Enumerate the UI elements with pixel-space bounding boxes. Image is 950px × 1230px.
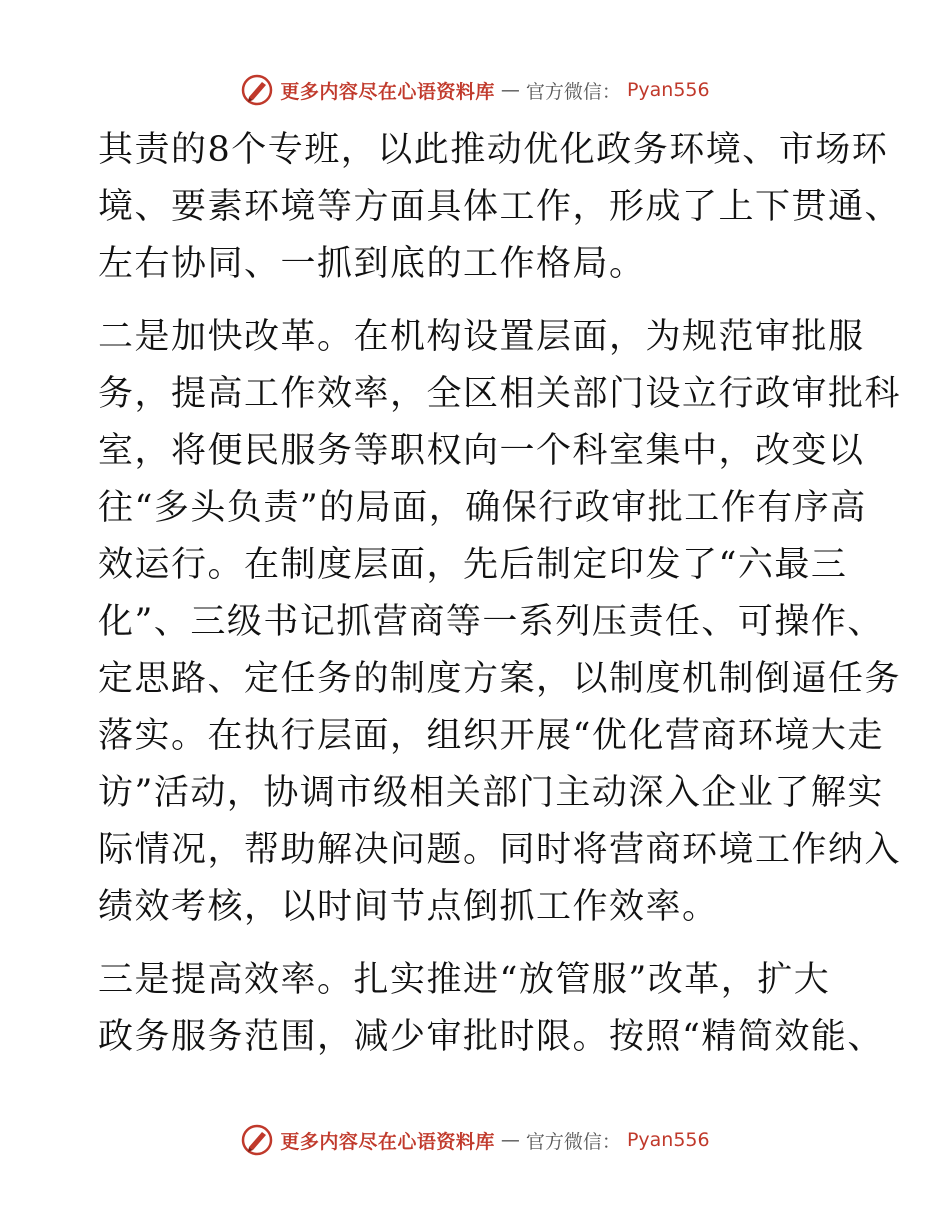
banner-wechat-label: 官方微信： [525, 80, 621, 103]
header-banner [0, 70, 950, 110]
text-line: 定思路、定任务的制度方案，以制度机制倒逼任务 [98, 659, 902, 699]
text-line: 访”活动，协调市级相关部门主动深入企业了解实 [98, 773, 884, 813]
text-line: 室，将便民服务等职权向一个科室集中，改变以 [98, 431, 865, 471]
text-line: 左右协同、一抓到底的工作格局。 [98, 244, 646, 284]
banner-site-text: 更多内容尽在心语资料库 [280, 80, 495, 103]
pen-circle-logo-icon [240, 73, 274, 107]
text-line: 落实。在执行层面，组织开展“优化营商环境大走 [98, 716, 884, 756]
text-line: 绩效考核，以时间节点倒抓工作效率。 [98, 887, 719, 927]
text-line: 二是加快改革。在机构设置层面，为规范审批服 [98, 317, 865, 357]
banner-site-text: 更多内容尽在心语资料库 [280, 1130, 495, 1153]
text-line: 效运行。在制度层面，先后制定印发了“六最三 [98, 545, 848, 585]
footer-banner [0, 1120, 950, 1160]
text-line: 其责的8个专班，以此推动优化政务环境、市场环 [98, 130, 889, 170]
banner-wechat-id: Pyan556 [626, 1129, 710, 1151]
banner-wechat-id: Pyan556 [626, 79, 710, 101]
paragraph-1 [98, 122, 902, 293]
text-line: 政务服务范围，减少审批时限。按照“精简效能、 [98, 1017, 884, 1057]
text-line: 往“多头负责”的局面，确保行政审批工作有序高 [98, 488, 867, 528]
text-line: 务，提高工作效率，全区相关部门设立行政审批科 [98, 374, 902, 414]
paragraph-2 [98, 309, 902, 936]
banner-wechat-label: 官方微信： [525, 1130, 621, 1153]
paragraph-3 [98, 952, 884, 1066]
banner-separator: — [500, 79, 520, 101]
document-body [98, 122, 902, 1066]
text-line: 境、要素环境等方面具体工作，形成了上下贯通、 [98, 187, 902, 227]
text-line: 化”、三级书记抓营商等一系列压责任、可操作、 [98, 602, 884, 642]
pen-circle-logo-icon [240, 1123, 274, 1157]
text-line: 际情况，帮助解决问题。同时将营商环境工作纳入 [98, 830, 902, 870]
text-line: 三是提高效率。扎实推进“放管服”改革，扩大 [98, 960, 831, 1000]
banner-separator: — [500, 1129, 520, 1151]
